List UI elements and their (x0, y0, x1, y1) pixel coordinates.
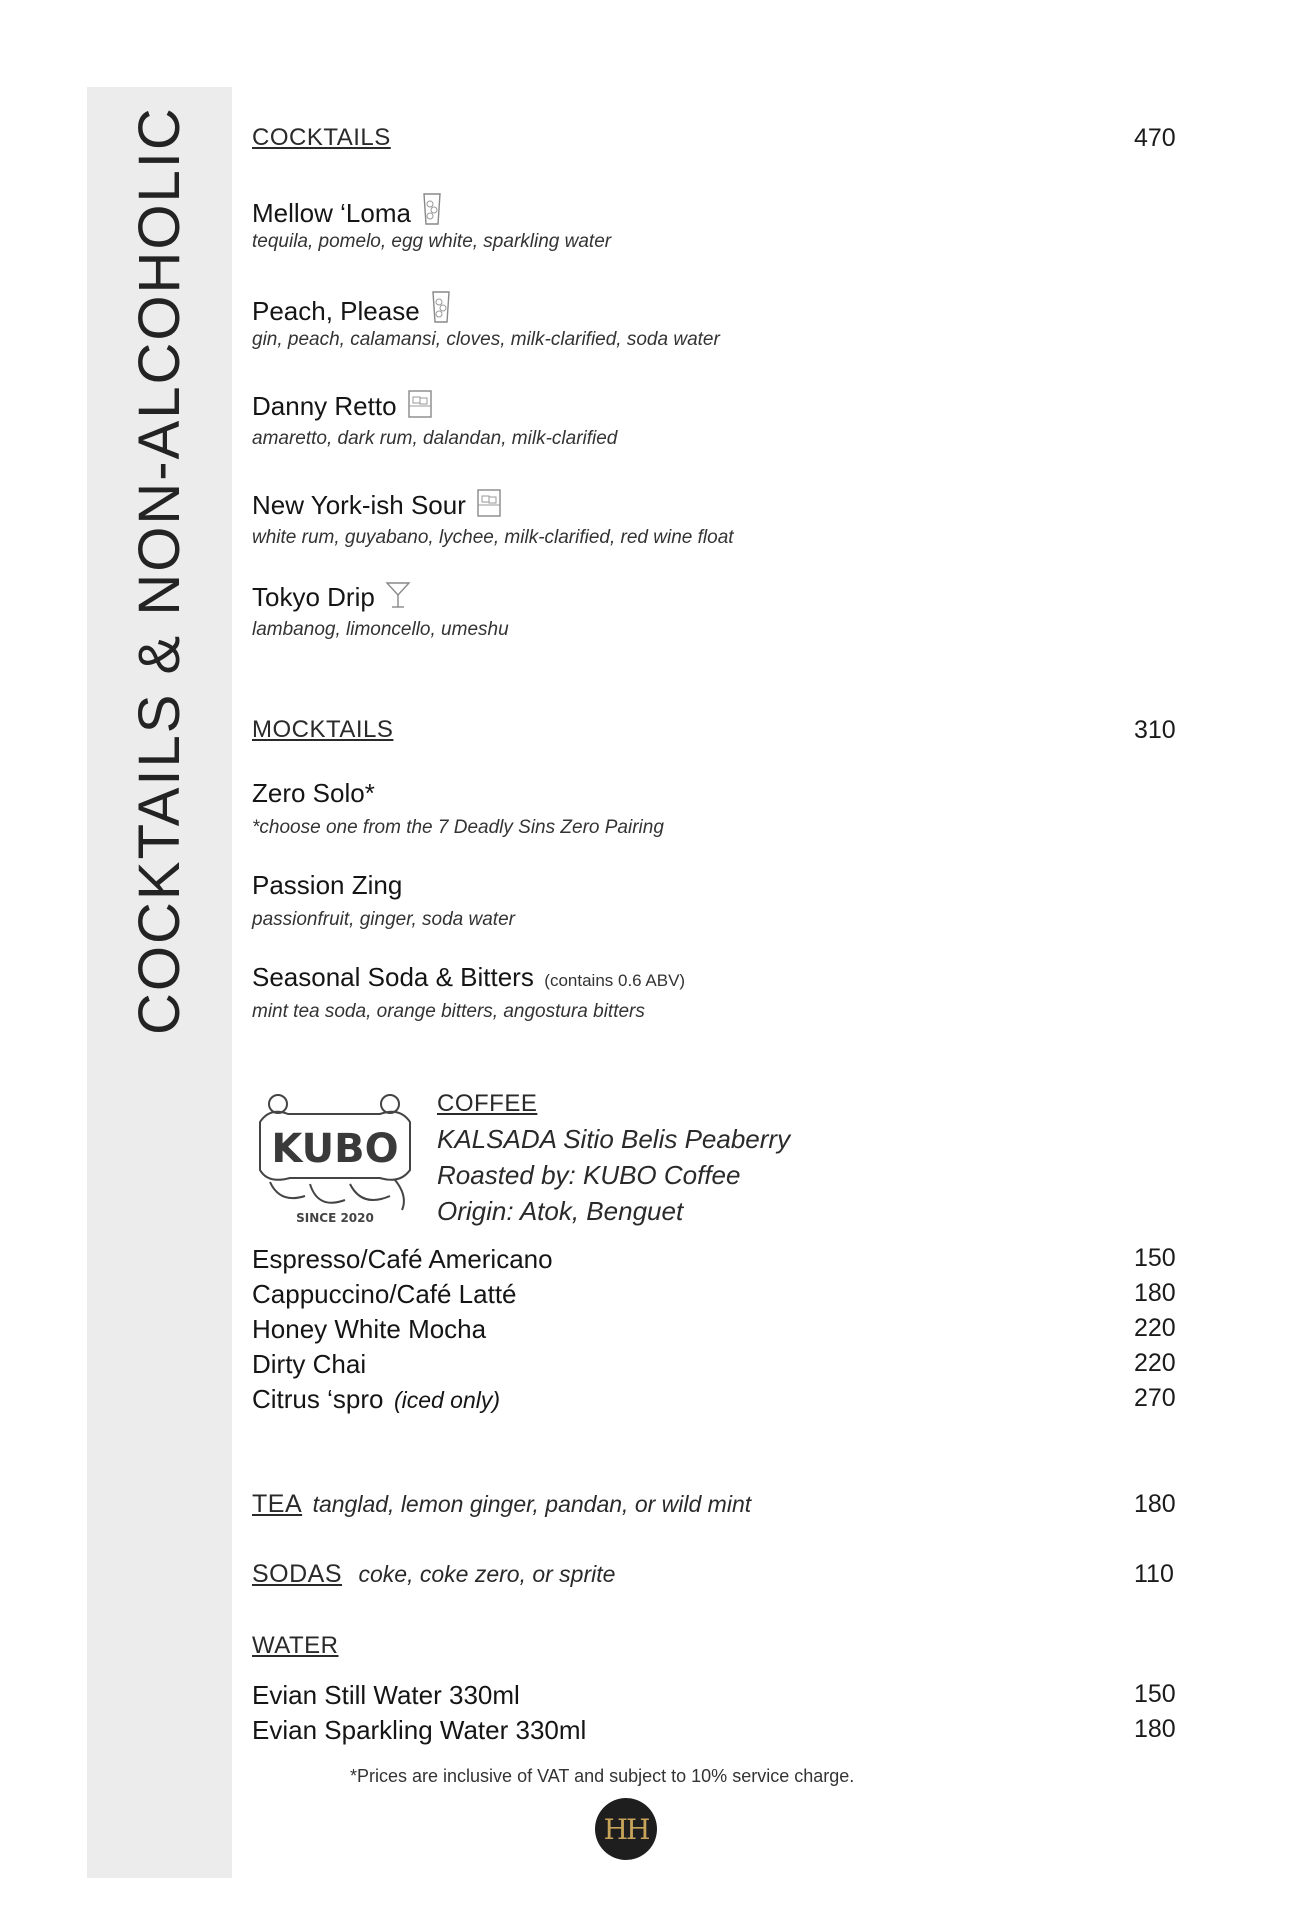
sodas-row (252, 1560, 615, 1589)
menu-item (252, 488, 502, 521)
menu-item-name: Danny Retto (252, 391, 397, 421)
coffee-bean: KALSADA Sitio Belis Peaberry (437, 1124, 791, 1154)
coffee-item-price: 180 (1134, 1279, 1176, 1307)
menu-item-name: Zero Solo* (252, 778, 375, 808)
menu-item (252, 580, 411, 613)
coffee-item (252, 1384, 500, 1415)
cocktails-heading: COCKTAILS (252, 124, 391, 151)
menu-item-description: amaretto, dark rum, dalandan, milk-clarified (252, 428, 618, 449)
tea-description: tanglad, lemon ginger, pandan, or wild mint (312, 1491, 752, 1517)
water-item-price: 150 (1134, 1680, 1176, 1708)
sodas-description: coke, coke zero, or sprite (358, 1561, 616, 1587)
kubo-logo-since: SINCE 2020 (296, 1211, 374, 1225)
coffee-item-price: 220 (1134, 1349, 1176, 1377)
menu-item (252, 192, 443, 229)
tea-price: 180 (1134, 1490, 1176, 1518)
sodas-price: 110 (1134, 1560, 1174, 1588)
menu-item (252, 389, 433, 422)
coffee-item-note: (iced only) (393, 1387, 501, 1413)
tea-row (252, 1490, 751, 1519)
menu-item (252, 290, 452, 327)
menu-item (252, 962, 685, 993)
kubo-logo-text: KUBO (271, 1126, 399, 1172)
coffee-heading: COFFEE (437, 1090, 538, 1117)
coffee-item-name: Espresso/Café Americano (252, 1244, 553, 1274)
rocks-glass-icon (476, 488, 502, 518)
brand-logo-text: HH (603, 1813, 649, 1846)
water-item-name: Evian Sparkling Water 330ml (252, 1715, 587, 1745)
mocktails-heading: MOCKTAILS (252, 716, 394, 743)
coffee-roaster: Roasted by: KUBO Coffee (437, 1160, 741, 1190)
coffee-origin: Origin: Atok, Benguet (437, 1196, 684, 1226)
brand-logo (594, 1797, 658, 1861)
water-heading: WATER (252, 1632, 339, 1659)
highball-glass-icon (430, 290, 452, 324)
coffee-item-name: Citrus ‘spro (252, 1384, 384, 1414)
water-item-name: Evian Still Water 330ml (252, 1680, 520, 1710)
tea-heading: TEA (252, 1490, 303, 1518)
menu-item-description: passionfruit, ginger, soda water (252, 909, 515, 930)
menu-item-description: *choose one from the 7 Deadly Sins Zero Pairing (252, 817, 664, 838)
coffee-item-name: Dirty Chai (252, 1349, 367, 1379)
menu-item-name: Seasonal Soda & Bitters (252, 962, 534, 992)
rocks-glass-icon (407, 389, 433, 419)
sodas-heading: SODAS (252, 1560, 343, 1588)
price-footnote: *Prices are inclusive of VAT and subject to 10% service charge. (350, 1766, 855, 1786)
menu-item-name: Mellow ‘Loma (252, 198, 411, 228)
kubo-logo (250, 1092, 420, 1226)
menu-item-description: lambanog, limoncello, umeshu (252, 619, 509, 640)
sidebar-title: COCKTAILS & NON-ALCOHOLIC (127, 106, 192, 1035)
coffee-item-name: Honey White Mocha (252, 1314, 487, 1344)
coffee-item-price: 150 (1134, 1244, 1176, 1272)
menu-item-description: gin, peach, calamansi, cloves, milk-clarified, soda water (252, 329, 720, 350)
menu-item-name: Peach, Please (252, 296, 420, 326)
menu-item-note: (contains 0.6 ABV) (544, 971, 686, 990)
coffee-item-price: 220 (1134, 1314, 1176, 1342)
menu-item-description: white rum, guyabano, lychee, milk-clarified, red wine float (252, 527, 734, 548)
menu-item-description: mint tea soda, orange bitters, angostura bitters (252, 1001, 645, 1022)
cocktails-price: 470 (1134, 124, 1176, 152)
menu-item-name: New York-ish Sour (252, 490, 466, 520)
menu-item-description: tequila, pomelo, egg white, sparkling water (252, 231, 612, 252)
highball-glass-icon (421, 192, 443, 226)
coffee-item-name: Cappuccino/Café Latté (252, 1279, 517, 1309)
martini-glass-icon (385, 580, 411, 610)
menu-item-name: Passion Zing (252, 870, 403, 900)
mocktails-price: 310 (1134, 716, 1176, 744)
menu-item-name: Tokyo Drip (252, 582, 375, 612)
coffee-item-price: 270 (1134, 1384, 1176, 1412)
water-item-price: 180 (1134, 1715, 1176, 1743)
